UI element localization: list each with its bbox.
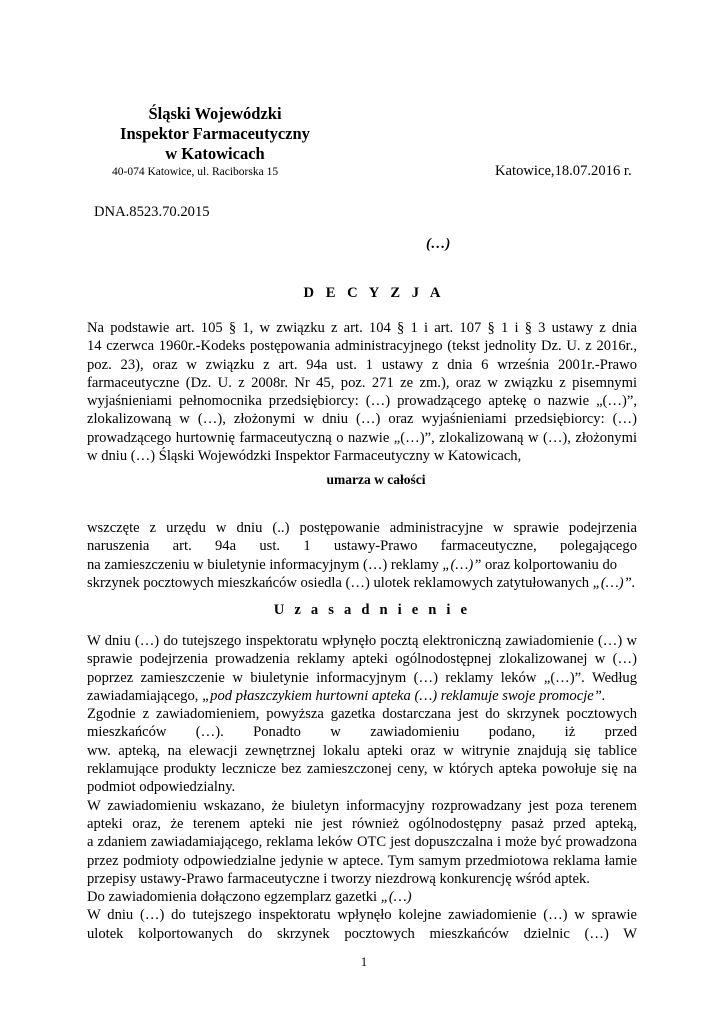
justification-title: U z a s a d n i e n i e [273,602,471,618]
text-line: w dniu (…) Śląski Wojewódzki Inspektor Farmaceutyczny w Katowicach, [87,448,522,465]
quoted-statement: „pod płaszczykiem hurtowni apteka (…) reklamuje swoje promocje”. [202,687,606,704]
text-line: ulotek kolportowanych do skrzynek pocztowych mieszkańców dzielnic (…) W [87,925,637,942]
text-line: prowadzącego hurtownię farmaceutyczną o nazwie „(…)”, zlokalizowaną w (…), złożonymi [87,429,637,446]
text-line: przepisy ustawy-Prawo farmaceutyczne i tworzy niezdrową konkurencję wśród aptek. [87,870,590,887]
text-segment: oraz kolportowaniu do [481,556,618,573]
text-line: naruszenia art. 94a ust. 1 ustawy-Prawo farmaceutyczne, polegającego [87,538,637,555]
justification-paragraph [87,632,637,943]
authority-address: 40-074 Katowice, ul. Raciborska 15 [112,166,279,178]
text-segment: na zamieszczeniu w biuletynie informacyjnym (…) reklamy [87,556,443,573]
text-line: reklamujące produkty lecznicze bez zamieszczonej ceny, w których apteka powołuje się na [87,761,637,778]
text-line [87,574,637,592]
page-number: 1 [360,955,368,969]
text-line: W dniu (…) do tutejszego inspektoratu wpłynęło pocztą elektroniczną zawiadomienie (…) w [87,633,637,649]
text-line: zlokalizowaną w (…), złożonymi w dniu (…) oraz wyjaśnieniami przedsiębiorcy: (…) [87,411,637,428]
recipient-placeholder: (…) [426,236,451,252]
quoted-title: „(…)”. [592,574,636,591]
text-line: wyjaśnieniami pełnomocnika przedsiębiorcy: (…) prowadzącego aptekę o nazwie „(…)”, [87,393,637,410]
text-line: a zdaniem zawiadamiającego, reklama leków OTC jest dopuszczalna i może być prowadzona [87,834,637,851]
place-and-date: Katowice,18.07.2016 r. [495,163,632,179]
text-line: mieszkańców (…). Ponadto w zawiadomieniu podano, iż przed [87,724,637,741]
text-line: ww. apteką, na elewacji zewnętrznej lokalu apteki oraz w witrynie znajdują się tablice [87,742,637,759]
text-line: podmiot odpowiedzialny. [87,779,236,796]
text-segment: Do zawiadomienia dołączono egzemplarz gazetki [87,889,381,906]
ruling-statement: umarza w całości [326,472,426,487]
case-number: DNA.8523.70.2015 [94,204,210,220]
text-line: farmaceutyczne (Dz. U. z 2008r. Nr 45, poz. 271 ze zm.), oraz w związku z pisemnymi [87,374,637,391]
text-line: W dniu (…) do tutejszego inspektoratu wpłynęło kolejne zawiadomienie (…) w sprawie [87,907,637,924]
text-line: wszczęte z urzędu w dniu (..) postępowanie administracyjne w sprawie podejrzenia [87,520,637,536]
text-line [87,888,637,906]
text-line [87,687,637,705]
text-line: W zawiadomieniu wskazano, że biuletyn informacyjny rozprowadzany jest poza terenem [87,797,637,814]
text-line: Zgodnie z zawiadomieniem, powyższa gazetka dostarczana jest do skrzynek pocztowych [87,706,637,723]
authority-line-1: Śląski Wojewódzki [148,104,282,123]
legal-basis-paragraph [87,319,637,465]
text-line: przez podmioty odpowiedzialne jedynie w aptece. Tym samym przedmiotowa reklama łamie [87,852,637,869]
text-line: 14 czerwca 1960r.-Kodeks postępowania administracyjnego (tekst jednolity Dz. U. z 2016r., [87,338,637,355]
text-line: poz. 23), oraz w związku z art. 94a ust. 1 ustawy z dnia 6 września 2001r.-Prawo [87,356,637,373]
issuing-authority [100,104,330,164]
text-segment: skrzynek pocztowych mieszkańców osiedla (…) ulotek reklamowych zatytułowanych [87,574,593,591]
authority-line-2: Inspektor Farmaceutyczny [120,124,310,143]
quoted-title: „(…)” [442,556,482,573]
text-line: sprawie podejrzenia prowadzenia reklamy apteki ogólnodostępnej zlokalizowanej w (…) [87,651,637,668]
decision-title: D E C Y Z J A [303,285,445,301]
quoted-title: „(…) [380,889,412,906]
text-line: poprzez zamieszczenie w biuletynie informacyjnym (…) reklamy leków „(…)”. Według [87,669,637,686]
proceedings-subject-paragraph [87,519,637,592]
authority-line-3: w Katowicach [165,144,265,163]
text-line [87,556,637,574]
text-line: apteki oraz, że terenem apteki nie jest również ogólnodostępny pasaż przed apteką, [87,815,637,832]
text-segment: zawiadamiającego, [87,687,203,704]
text-line: Na podstawie art. 105 § 1, w związku z art. 104 § 1 i art. 107 § 1 i § 3 ustawy z dnia [87,320,637,336]
